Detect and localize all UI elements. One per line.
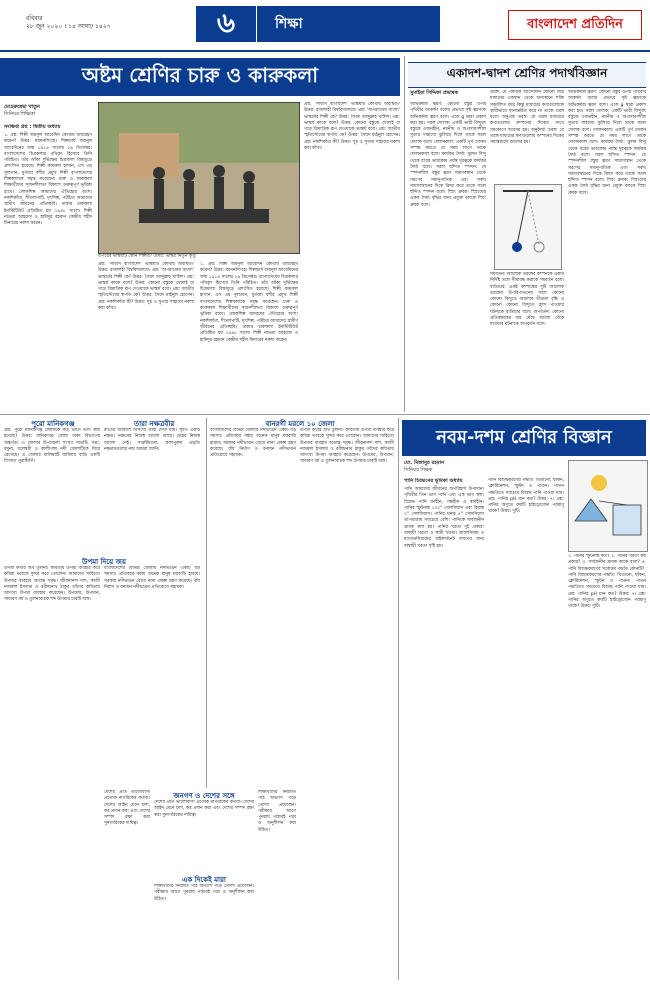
art-column-3 <box>200 262 298 410</box>
page-number: ৬ <box>216 5 236 39</box>
author-science <box>404 460 524 474</box>
physics-column-2 <box>490 90 564 180</box>
article-title-science: নবম-দশম শ্রেণির বিজ্ঞান <box>402 420 646 456</box>
science-q-list: ১. পানির স্ফুটনাঙ্ক কত? ২. পানির খরতা কয় প্রকার? ৩. সার্বজনীন দ্রাবক কাকে বলে? ৪. পানি বিশুদ্ধকরণের সর্বোত্তম পদ্ধতি কোনটি? <box>568 554 646 572</box>
bottom-divider-1 <box>206 418 207 788</box>
manikganj-column <box>4 428 100 552</box>
country-body: দেশের প্রতি ভালোবাসা প্রত্যেক নাগরিকের কর্তব্য। দেশের আইন মেনে চলা, কর প্রদান করা এবং দেশের সম্পদ রক্ষা করা সুনাগরিকের দায়িত্ব। <box>154 800 254 818</box>
stars-body: রাতের আকাশে অসংখ্য তারা দেখা যায়। সূর্যও একটি নক্ষত্র। নক্ষত্রের নিজস্ব আলো আছে। গ্রহের নিজস্ব আলো নেই। সপ্তর্ষিমণ্ডল, কালপুরুষ প্রভৃতি নক্ষত্রমণ্ডলের নাম আমরা জানি। <box>104 428 200 452</box>
article-title-art: অষ্টম শ্রেণির চারু ও কারুকলা <box>0 58 400 96</box>
simile-column-3 <box>104 790 150 978</box>
art-column-1 <box>4 124 92 410</box>
physics-column-1 <box>410 102 486 410</box>
section-title: শিক্ষা <box>256 6 303 42</box>
art-body-4: প্রশ্ন: ‘সাবাস বাংলাদেশ’ ভাস্কর্যটি কোথায় অবস্থিত? উত্তর: রাজশাহী বিশ্ববিদ্যালয়ে। প্রশ্ন: ‘অপরাজেয় বাংলা’ ভাস্কর্যের শিল্পী কে? উত্তর: সৈয়দ আব্দুল্লাহ খালিদ। প্রশ্ন: ভাস্কর্য কাকে বলে? উত্তর: কোনো বস্তুকে খোদাই বা গড়ে ত্রিমাত্রিক রূপ দেওয়াকে ভাস্কর্য বলে। প্রশ্ন: জাতীয় স্মৃতিসৌধের স্থপতি কে? উত্তর: সৈয়দ মাইনুল হোসেন। প্রশ্ন: নকশিকাঁথা কী? উত্তর: সুচ ও সুতার সাহায্যে নকশা করা কাঁথা। <box>304 102 400 152</box>
river-column-3 <box>258 790 296 978</box>
date-text: ২৮ জুন ২০২০ । ১৪ আষাঢ় ১৪২৭ <box>26 23 111 30</box>
physics-column-4 <box>568 90 646 410</box>
issue-date <box>26 15 111 31</box>
physics-author-name: সুমাইয়া সিদ্দিকা প্রভাষক <box>410 90 458 96</box>
physics-body: অভিকর্ষজ ত্বরণ: কোনো বস্তুর উপর পৃথিবীর আকর্ষণ বলের প্রভাবে সৃষ্ট ত্বরণকে অভিকর্ষজ ত্বরণ বলে। একে g দ্বারা প্রকাশ করা হয়। সরল দোলক: একটি ভারী বিন্দুবৎ বস্তুকে ওজনহীন, নমনীয় ও অপ্রসারণশীল সুতার সাহায্যে ঝুলিয়ে দিলে তাকে সরল দোলক বলে। দোলনকাল: একটি পূর্ণ দোলন সম্পন্ন করতে যে সময় লাগে তাকে দোলনকাল বলে। কার্যকর দৈর্ঘ্য: ঝুলন বিন্দু থেকে ববের ভারকেন্দ্র পর্যন্ত দূরত্বকে কার্যকর দৈর্ঘ্য বলে। সরল ছন্দিত স্পন্দন: যে স্পন্দনশীল বস্তুর ত্বরণ সাম্যাবস্থান থেকে সরণের সমানুপাতিক এবং সর্বদা সাম্যাবস্থানের দিকে ক্রিয়া করে তাকে সরল ছন্দিত স্পন্দন বলে। স্প্রিং ধ্রুবক: স্প্রিংয়ের একক দৈর্ঘ্য বৃদ্ধির জন্য প্রযুক্ত বলকে স্প্রিং ধ্রুবক বলে। <box>410 102 486 208</box>
science-body-3: পানি বিশুদ্ধকরণের পদ্ধতি: থিতানো, ছাঁকন, ক্লোরিনেশন, স্ফুটন ও পাতন। পাতন পদ্ধতিতে সবচেয়ে বিশুদ্ধ পানি পাওয়া যায়। প্রশ্ন: পানির pH মান কত? উত্তর: ৭। প্রশ্ন: পানির অণুতে কয়টি হাইড্রোজেন পরমাণু থাকে? উত্তর: দুটি। <box>568 572 646 610</box>
simile-column-1 <box>4 566 100 978</box>
one-side-column <box>154 884 254 978</box>
simile-body: উপমা কথার অর্থ তুলনা। কবিতায় উপমা ব্যবহার করে কবিরা ভাবকে সুন্দর করে তোলেন। আমাদের সাহিত্যে উপমার ব্যবহার অত্যন্ত সমৃদ্ধ। জীবনানন্দ দাশ, কাজী নজরুল ইসলাম ও রবীন্দ্রনাথ ঠাকুর তাঁদের কবিতায় অসংখ্য উপমা ব্যবহার করেছেন। উপমেয়, উপমান, সাধারণ ধর্ম ও তুলনাবাচক শব্দ উপমার চারটি অঙ্গ। <box>4 566 100 603</box>
simile-body-3: দেশের প্রতি ভালোবাসা প্রত্যেক নাগরিকের কর্তব্য। দেশের আইন মেনে চলা, কর প্রদান করা এবং দেশের সম্পদ রক্ষা করা সুনাগরিকের দায়িত্ব। <box>104 790 150 827</box>
page-header <box>0 0 650 52</box>
heading-manikganj: পুরো মানিকগঞ্জ <box>31 420 75 428</box>
sculpture-photo <box>98 102 300 254</box>
science-column-3 <box>568 554 646 978</box>
section-divider <box>0 414 650 415</box>
river-column-2 <box>300 428 394 978</box>
physics-body-2: তরঙ্গ: যে পর্যাবৃত্ত আন্দোলন কোনো জড় মাধ্যমের একস্থান থেকে অন্যস্থানে শক্তি সঞ্চালিত করে কিন্তু মাধ্যমের কণাগুলোকে স্থায়ীভাবে স্থানান্তরিত করে না তাকে তরঙ্গ বলে। অনুপ্রস্থ তরঙ্গ: যে তরঙ্গ মাধ্যমের কণাগুলোর কম্পনের দিকের সাথে সমকোণে অগ্রসর হয়। অনুদৈর্ঘ্য তরঙ্গ: যে তরঙ্গ মাধ্যমের কণাগুলোর কম্পনের দিকের সমান্তরালে অগ্রসর হয়। <box>490 90 564 146</box>
sculpture-image <box>99 103 299 253</box>
art-body: ১. প্রশ্ন: শিল্পী জয়নুল আবেদিন কোথায় জন্মগ্রহণ করেন? উত্তর: ময়মনসিংহে। শিল্পাচার্য জয়নুল আবেদিনের জন্ম ১৯১৪ সালের ২৯ ডিসেম্বর। বাংলাদেশের চিত্রকলার পথিকৃৎ হিসেবে তিনি পরিচিত। তাঁর আঁকা দুর্ভিক্ষের চিত্রমালা বিশ্বজুড়ে প্রশংসিত হয়েছে। শিল্পী কামরুল হাসান, এস এম সুলতান, মুর্তজা বশীর প্রমুখ শিল্পী বাংলাদেশের শিল্পকলাকে সমৃদ্ধ করেছেন। চারু ও কারুকলা শিক্ষার্থীদের সৃজনশীলতা বিকাশে গুরুত্বপূর্ণ ভূমিকা রাখে। লোকশিল্প আমাদের ঐতিহ্যের অংশ। নকশিকাঁথা, শীতলপাটি, মৃৎশিল্প, পটচিত্র আমাদের গ্রামীণ জীবনের প্রতিচ্ছবি। ঢাকার চারুকলা ইনস্টিটিউট প্রতিষ্ঠিত হয় ১৯৪৮ সালে। শিল্পী নভেরা আহমেদ ও হামিদুর রহমান কেন্দ্রীয় শহীদ মিনারের নকশা করেন। <box>4 133 92 227</box>
stars-column <box>104 428 200 552</box>
weekday: রবিবার <box>26 15 43 22</box>
manikganj-body: প্রশ্ন: পুরো মানিকগঞ্জ জেলাকে কত ভাগে ভাগ করা হয়েছে? উত্তর: মানিকগঞ্জ জেলা ঢাকা বিভাগের অন্তর্গত। এ জেলার উপজেলা সংখ্যা সাতটি। পদ্মা, যমুনা, ধলেশ্বরী ও কালীগঙ্গা নদী জেলাটিকে ঘিরে রেখেছে। এ জেলার বালিয়াটি জমিদার বাড়ি একটি বিখ্যাত পুরাকীর্তি। <box>4 428 100 465</box>
science-column-1 <box>404 478 484 978</box>
distillation-diagram <box>568 460 648 552</box>
art-column-4 <box>304 102 400 410</box>
simile-column-2 <box>104 566 200 786</box>
science-column-2 <box>488 478 564 978</box>
bottom-divider-2 <box>398 418 399 980</box>
section-banner <box>196 6 440 42</box>
heading-stars: তারা নক্ষত্রবীর <box>133 420 175 428</box>
physics-body-4: অভিকর্ষজ ত্বরণ: কোনো বস্তুর উপর পৃথিবীর আকর্ষণ বলের প্রভাবে সৃষ্ট ত্বরণকে অভিকর্ষজ ত্বরণ বলে। একে g দ্বারা প্রকাশ করা হয়। সরল দোলক: একটি ভারী বিন্দুবৎ বস্তুকে ওজনহীন, নমনীয় ও অপ্রসারণশীল সুতার সাহায্যে ঝুলিয়ে দিলে তাকে সরল দোলক বলে। দোলনকাল: একটি পূর্ণ দোলন সম্পন্ন করতে যে সময় লাগে তাকে দোলনকাল বলে। কার্যকর দৈর্ঘ্য: ঝুলন বিন্দু থেকে ববের ভারকেন্দ্র পর্যন্ত দূরত্বকে কার্যকর দৈর্ঘ্য বলে। সরল ছন্দিত স্পন্দন: যে স্পন্দনশীল বস্তুর ত্বরণ সাম্যাবস্থান থেকে সরণের সমানুপাতিক এবং সর্বদা সাম্যাবস্থানের দিকে ক্রিয়া করে তাকে সরল ছন্দিত স্পন্দন বলে। স্প্রিং ধ্রুবক: স্প্রিংয়ের একক দৈর্ঘ্য বৃদ্ধির জন্য প্রযুক্ত বলকে স্প্রিং ধ্রুবক বলে। <box>568 90 646 196</box>
one-side-body: শিক্ষার্থীদের নিয়মিত পাঠ অভ্যাস গড়ে তোলা প্রয়োজন। পরীক্ষার আগে পুনরায় পাঠ্যবই পড়া ও অনুশীলন করা উচিত। <box>154 884 254 902</box>
flask-icon <box>569 461 647 551</box>
art-intro-heading: সংক্ষিপ্ত প্রশ্ন : দ্বিতীয় অধ্যায় <box>4 124 61 130</box>
photo-caption: উপরের ভাস্কর্যটি কোন শিল্পীর? উত্তর: ভাস্কর নিতুন কুণ্ডু <box>98 254 196 259</box>
author-role: সিনিয়র শিক্ষিকা <box>4 111 36 117</box>
article-title-physics: একাদশ-দ্বাদশ শ্রেণির পদার্থবিজ্ঞান <box>408 62 646 88</box>
heading-simile: উপমা দিয়ে জয় <box>82 558 126 566</box>
author-name: মেহেরুন্নেছা খাতুন <box>4 104 40 110</box>
science-author-name: মো. মিজানুর রহমান <box>404 460 445 466</box>
art-body-2: প্রশ্ন: ‘সাবাস বাংলাদেশ’ ভাস্কর্যটি কোথায় অবস্থিত? উত্তর: রাজশাহী বিশ্ববিদ্যালয়ে। প্রশ্ন: ‘অপরাজেয় বাংলা’ ভাস্কর্যের শিল্পী কে? উত্তর: সৈয়দ আব্দুল্লাহ খালিদ। প্রশ্ন: ভাস্কর্য কাকে বলে? উত্তর: কোনো বস্তুকে খোদাই বা গড়ে ত্রিমাত্রিক রূপ দেওয়াকে ভাস্কর্য বলে। প্রশ্ন: জাতীয় স্মৃতিসৌধের স্থপতি কে? উত্তর: সৈয়দ মাইনুল হোসেন। প্রশ্ন: নকশিকাঁথা কী? উত্তর: সুচ ও সুতার সাহায্যে নকশা করা কাঁথা। <box>98 262 194 312</box>
science-subheading: পানি চিরন্তনের ভূমিকা অধ্যায় <box>404 478 463 484</box>
pendulum-diagram <box>494 184 562 270</box>
heading-one-side: এক দিকেই মারা <box>182 876 226 884</box>
river-body: বাংলাদেশের বিভিন্ন জেলায় নদীভাঙন একটি বড় সমস্যা। প্রতিবছর বর্ষায় অনেক মানুষ ঘরবাড়ি হারায়। সরকার নদীভাঙন রোধে নানা প্রকল্প গ্রহণ করেছে। বাঁধ নির্মাণ ও বনায়ন নদীভাঙন প্রতিরোধে সহায়ক। <box>210 428 296 459</box>
river-column-1 <box>210 428 296 788</box>
river-body-3: শিক্ষার্থীদের নিয়মিত পাঠ অভ্যাস গড়ে তোলা প্রয়োজন। পরীক্ষার আগে পুনরায় পাঠ্যবই পড়া ও অনুশীলন করা উচিত। <box>258 790 296 833</box>
river-body-2: উপমা কথার অর্থ তুলনা। কবিতায় উপমা ব্যবহার করে কবিরা ভাবকে সুন্দর করে তোলেন। আমাদের সাহিত্যে উপমার ব্যবহার অত্যন্ত সমৃদ্ধ। জীবনানন্দ দাশ, কাজী নজরুল ইসলাম ও রবীন্দ্রনাথ ঠাকুর তাঁদের কবিতায় অসংখ্য উপমা ব্যবহার করেছেন। উপমেয়, উপমান, সাধারণ ধর্ম ও তুলনাবাচক শব্দ উপমার চারটি অঙ্গ। <box>300 428 394 465</box>
science-author-role: সিনিয়র শিক্ষক <box>404 467 433 473</box>
newspaper-logo: বাংলাদেশ প্রতিদিন <box>508 10 642 40</box>
science-body: পানি আমাদের জীবনের অপরিহার্য উপাদান। পৃথিবীর তিন ভাগ পানি এবং এক ভাগ স্থল। বিশুদ্ধ পানি বর্ণহীন, গন্ধহীন ও স্বাদহীন। পানির স্ফুটনাঙ্ক ১০০° সেলসিয়াস এবং হিমাঙ্ক ০° সেলসিয়াস। পানির ঘনত্ব ৪° সেলসিয়াস তাপমাত্রায় সবচেয়ে বেশি। পানিকে সার্বজনীন দ্রাবক বলা হয়। পানির খরতা দুই প্রকার: অস্থায়ী খরতা ও স্থায়ী খরতা। ক্যালসিয়াম ও ম্যাগনেসিয়ামের বাইকার্বনেট লবণের জন্য অস্থায়ী খরতা সৃষ্টি হয়। <box>404 487 484 549</box>
art-column-2 <box>98 262 194 410</box>
physics-body-3: সমবর্তন: আলোক তরঙ্গের কম্পনকে একটি নির্দিষ্ট তলে সীমাবদ্ধ করাকে সমবর্তন বলে। ব্যতিচার: একই কম্পাঙ্কের দুটি আলোক তরঙ্গের উপরিপাতনের ফলে কোনো কোনো বিন্দুতে আলোর তীব্রতা বৃদ্ধি ও কোনো কোনো বিন্দুতে হ্রাস পাওয়ার ঘটনাকে ব্যতিচার বলে। অপবর্তন: কোনো প্রতিবন্ধকের ধার ঘেঁষে আলো বেঁকে যাওয়ার ঘটনাকে অপবর্তন বলে। <box>490 272 564 328</box>
column-divider <box>404 56 405 412</box>
physics-column-3 <box>490 272 564 410</box>
heading-country: জনগণ ও দেশের সঙ্গে <box>173 792 235 800</box>
pendulum-icon <box>495 185 561 269</box>
art-body-3: ১. প্রশ্ন: শিল্পী জয়নুল আবেদিন কোথায় জন্মগ্রহণ করেন? উত্তর: ময়মনসিংহে। শিল্পাচার্য জয়নুল আবেদিনের জন্ম ১৯১৪ সালের ২৯ ডিসেম্বর। বাংলাদেশের চিত্রকলার পথিকৃৎ হিসেবে তিনি পরিচিত। তাঁর আঁকা দুর্ভিক্ষের চিত্রমালা বিশ্বজুড়ে প্রশংসিত হয়েছে। শিল্পী কামরুল হাসান, এস এম সুলতান, মুর্তজা বশীর প্রমুখ শিল্পী বাংলাদেশের শিল্পকলাকে সমৃদ্ধ করেছেন। চারু ও কারুকলা শিক্ষার্থীদের সৃজনশীলতা বিকাশে গুরুত্বপূর্ণ ভূমিকা রাখে। লোকশিল্প আমাদের ঐতিহ্যের অংশ। নকশিকাঁথা, শীতলপাটি, মৃৎশিল্প, পটচিত্র আমাদের গ্রামীণ জীবনের প্রতিচ্ছবি। ঢাকার চারুকলা ইনস্টিটিউট প্রতিষ্ঠিত হয় ১৯৪৮ সালে। শিল্পী নভেরা আহমেদ ও হামিদুর রহমান কেন্দ্রীয় শহীদ মিনারের নকশা করেন। <box>200 262 298 343</box>
simile-body-2: বাংলাদেশের বিভিন্ন জেলায় নদীভাঙন একটি বড় সমস্যা। প্রতিবছর বর্ষায় অনেক মানুষ ঘরবাড়ি হারায়। সরকার নদীভাঙন রোধে নানা প্রকল্প গ্রহণ করেছে। বাঁধ নির্মাণ ও বনায়ন নদীভাঙন প্রতিরোধে সহায়ক। <box>104 566 200 590</box>
country-column <box>154 800 254 870</box>
heading-river: বানরগী মরলে ১০ জেলা <box>265 420 335 428</box>
author-left <box>4 104 94 118</box>
science-body-2: পানি বিশুদ্ধকরণের পদ্ধতি: থিতানো, ছাঁকন, ক্লোরিনেশন, স্ফুটন ও পাতন। পাতন পদ্ধতিতে সবচেয়ে বিশুদ্ধ পানি পাওয়া যায়। প্রশ্ন: পানির pH মান কত? উত্তর: ৭। প্রশ্ন: পানির অণুতে কয়টি হাইড্রোজেন পরমাণু থাকে? উত্তর: দুটি। <box>488 478 564 515</box>
